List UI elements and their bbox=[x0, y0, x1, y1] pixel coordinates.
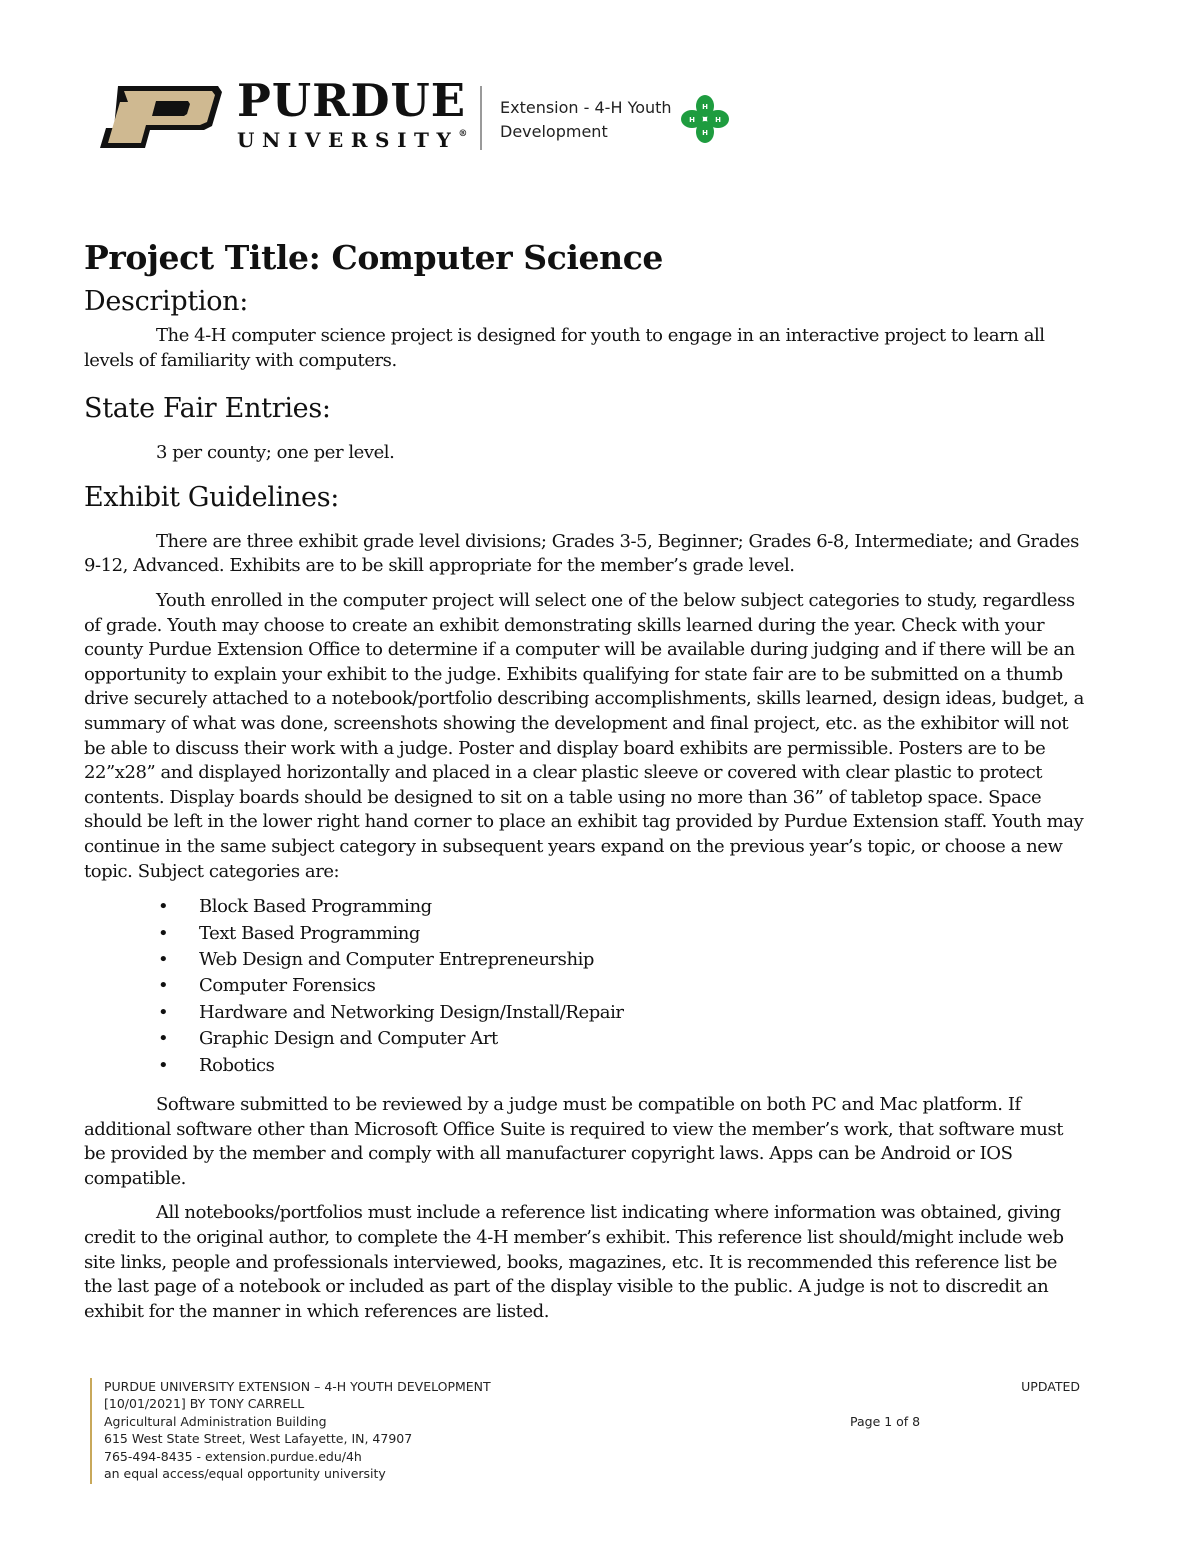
footer-address: 615 West State Street, West Lafayette, IN, 47907 bbox=[104, 1431, 413, 1447]
list-item: • Graphic Design and Computer Art bbox=[84, 1026, 1084, 1052]
bullet-icon: • bbox=[158, 948, 169, 970]
page-footer bbox=[90, 1378, 1080, 1484]
page-number: Page 1 of 8 bbox=[850, 1414, 921, 1429]
footer-updated: UPDATED bbox=[1021, 1379, 1080, 1394]
description-heading: Description: bbox=[84, 286, 249, 317]
state-fair-heading: State Fair Entries: bbox=[84, 393, 331, 425]
subject-category-list bbox=[84, 894, 1084, 1079]
bullet-icon: • bbox=[158, 975, 169, 997]
bullet-icon: • bbox=[158, 1028, 169, 1050]
university-wordmark: UNIVERSITY® bbox=[237, 128, 468, 152]
list-item: • Web Design and Computer Entrepreneurship bbox=[84, 947, 1084, 973]
footer-org: PURDUE UNIVERSITY EXTENSION – 4-H YOUTH DEVELOPMENT bbox=[104, 1379, 491, 1394]
purdue-wordmark: PURDUE bbox=[237, 74, 467, 127]
list-item: • Text Based Programming bbox=[84, 921, 1084, 947]
bullet-icon: • bbox=[158, 1054, 169, 1076]
list-item: • Hardware and Networking Design/Install/Repair bbox=[84, 1000, 1084, 1026]
list-item: • Robotics bbox=[84, 1053, 1084, 1079]
document-body bbox=[84, 236, 1084, 1324]
purdue-p-logo bbox=[100, 86, 222, 148]
4h-clover-icon bbox=[680, 94, 730, 144]
footer-equal-access: an equal access/equal opportunity university bbox=[104, 1466, 386, 1482]
extension-label: Extension - 4-H Youth Development bbox=[500, 98, 672, 141]
description-text: The 4-H computer science project is designed for youth to engage in an interactive project to learn all levels of familiarity with computers. bbox=[84, 325, 1045, 371]
registered-mark: ® bbox=[458, 129, 468, 139]
list-item: • Block Based Programming bbox=[84, 894, 1084, 920]
list-item: • Computer Forensics bbox=[84, 973, 1084, 999]
page-header bbox=[100, 74, 800, 160]
svg-text:H: H bbox=[702, 103, 708, 111]
reference-paragraph: All notebooks/portfolios must include a reference list indicating where information was obtained, giving credit to the original author, to complete the 4-H member’s exhibit. This reference list should/might include web site links, people and professionals interviewed, books, magazines, etc. It is recommended this reference list be the last page of a notebook or included as part of the display visible to the public. A judge is not to discredit an exhibit for the manner in which references are listed. bbox=[84, 1202, 1064, 1322]
software-paragraph: Software submitted to be reviewed by a judge must be compatible on both PC and Mac platform. If additional software other than Microsoft Office Suite is required to view the member’s work, that software must be provided by the member and comply with all manufacturer copyright laws. Apps can be Android or IOS compatible. bbox=[84, 1093, 1064, 1189]
exhibit-guidelines-heading: Exhibit Guidelines: bbox=[84, 481, 340, 513]
svg-text:H: H bbox=[715, 116, 721, 124]
bullet-icon: • bbox=[158, 922, 169, 944]
footer-building: Agricultural Administration Building bbox=[104, 1413, 327, 1429]
exhibit-paragraph-2: Youth enrolled in the computer project will select one of the below subject categories to study, regardless of grade. Youth may choose to create an exhibit demonstrating skills learned during the year. Check with your county Purdue Extension Office to determine if a computer will be available during judging and if there will be an opportunity to explain your exhibit to the judge. Exhibits qualifying for state fair are to be submitted on a thumb drive securely attached to a notebook/portfolio describing accomplishments, skills learned, design ideas, budget, a summary of what was done, screenshots showing the development and final project, etc. as the exhibitor will not be able to discuss their work with a judge. Poster and display board exhibits are permissible. Posters are to be 22”x28” and displayed horizontally and placed in a clear plastic sleeve or covered with clear plastic to protect contents. Display boards should be designed to sit on a table using no more than 36” of tabletop space. Space should be left in the lower right hand corner to place an exhibit tag provided by Purdue Extension staff. Youth may continue in the same subject category in subsequent years expand on the previous year’s topic, or choose a new topic. Subject categories are: bbox=[84, 589, 1084, 882]
bullet-icon: • bbox=[158, 896, 169, 918]
bullet-icon: • bbox=[158, 1001, 169, 1023]
project-title: Project Title: Computer Science bbox=[84, 238, 664, 277]
state-fair-text: 3 per county; one per level. bbox=[156, 442, 395, 464]
exhibit-paragraph-1: There are three exhibit grade level divisions; Grades 3-5, Beginner; Grades 6-8, Intermediate; and Grades 9-12, Advanced. Exhibits are to be skill appropriate for the member’s grade level. bbox=[84, 530, 1079, 577]
footer-contact: 765-494-8435 - extension.purdue.edu/4h bbox=[104, 1448, 362, 1464]
header-divider bbox=[480, 86, 482, 150]
footer-date-author: [10/01/2021] BY TONY CARRELL bbox=[104, 1396, 305, 1412]
svg-text:H: H bbox=[702, 129, 708, 137]
svg-text:H: H bbox=[689, 116, 695, 124]
